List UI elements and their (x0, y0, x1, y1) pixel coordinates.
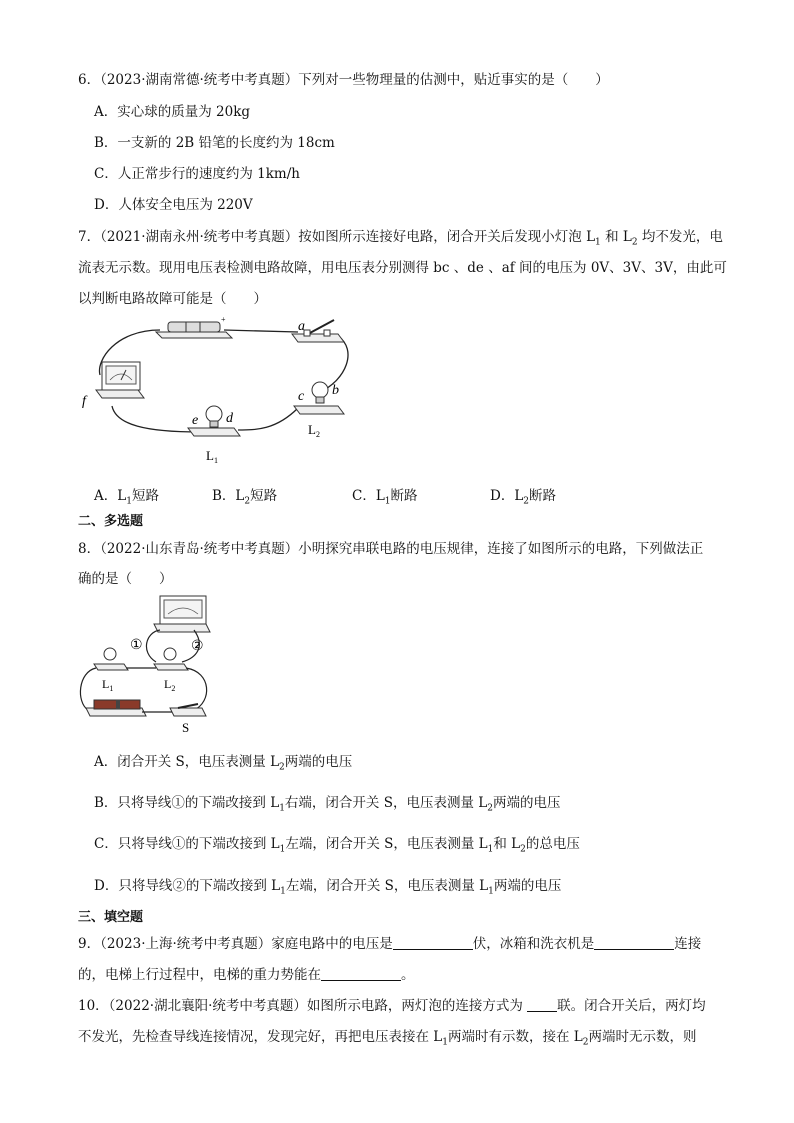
q7-stem-line3: 以判断电路故障可能是（ ） (78, 291, 267, 307)
q10-line2: 不发光，先检查导线连接情况，发现完好，再把电压表接在 $L_1$两端时有示数，接在 $L_2$两端时无示数，则 (78, 1029, 697, 1048)
label-l2: $L_2$ (164, 677, 176, 693)
q9-line2: 的，电梯上行过程中，电梯的重力势能在 。 (78, 967, 415, 983)
section-heading-multi: 二、多选题 (78, 514, 144, 529)
q7-option-b: B．$L_2$短路 (212, 488, 278, 507)
q8-stem-line1: 8．（2022·山东青岛·统考中考真题）小明探究串联电路的电压规律，连接了如图所示的电路，下列做法正 (78, 541, 704, 557)
battery-icon (156, 315, 232, 338)
label-l1: $L_1$ (206, 448, 218, 465)
section-heading-fill: 三、填空题 (78, 910, 144, 925)
q9-blank-2[interactable] (594, 935, 674, 950)
q6-option-c: C．人正常步行的速度约为 1km/h (94, 166, 300, 182)
q9-blank-3[interactable] (321, 966, 401, 981)
q7-circuit-figure (76, 310, 376, 470)
q7-option-c: C．$L_1$断路 (352, 488, 418, 507)
label-e: e (192, 413, 199, 428)
label-s: S (182, 720, 190, 735)
q7-stem-line1: 7．（2021·湖南永州·统考中考真题）按如图所示连接好电路，闭合开关后发现小灯泡 $L_1$ 和 $L_2$ 均不发光，电 (78, 229, 723, 248)
q8-option-c: C．只将导线①的下端改接到 $L_1$左端，闭合开关 S，电压表测量 $L_1$和 $L_2$的总电压 (94, 836, 580, 855)
label-l1: $L_1$ (102, 677, 114, 693)
voltmeter-icon (96, 362, 144, 398)
q8-option-a: A．闭合开关 S，电压表测量 $L_2$两端的电压 (94, 754, 353, 773)
q9-line1: 9．（2023·上海·统考中考真题）家庭电路中的电压是 伏，冰箱和洗衣机是 连接 (78, 936, 702, 952)
lamp-l1-icon (94, 648, 128, 670)
q10-blank-1[interactable] (527, 997, 557, 1012)
wire (224, 330, 298, 332)
label-c: c (298, 389, 305, 404)
label-d: d (226, 411, 233, 426)
label-wire-1: ① (130, 638, 143, 653)
q8-circuit-figure (76, 592, 226, 742)
label-f: f (82, 394, 86, 409)
wire (112, 406, 200, 432)
voltmeter-icon (154, 596, 210, 632)
q10-line1: 10．（2022·湖北襄阳·统考中考真题）如图所示电路，两灯泡的连接方式为 联。闭合开关后，两灯均 (78, 998, 706, 1014)
label-wire-2: ② (191, 639, 204, 654)
q7-option-a: A．$L_1$短路 (94, 488, 159, 507)
battery-icon (86, 700, 146, 716)
svg-text:+: + (221, 315, 226, 324)
q6-option-a: A．实心球的质量为 20kg (94, 104, 251, 120)
label-b: b (332, 383, 339, 398)
wire (238, 408, 298, 430)
label-a: a (298, 319, 305, 334)
q8-option-d: D．只将导线②的下端改接到 $L_1$左端，闭合开关 S，电压表测量 $L_1$两端的电压 (94, 878, 562, 897)
q7-option-d: D．$L_2$断路 (490, 488, 557, 507)
lamp-l2-icon (154, 648, 188, 670)
label-l2: $L_2$ (308, 422, 320, 439)
q6-stem: 6．（2023·湖南常德·统考中考真题）下列对一些物理量的估测中，贴近事实的是（ ） (78, 72, 609, 88)
q6-option-b: B．一支新的 2B 铅笔的长度约为 18cm (94, 135, 335, 151)
q8-stem-line2: 确的是（ ） (78, 571, 173, 587)
q6-option-d: D．人体安全电压为 220V (94, 197, 253, 213)
wire-1 (146, 630, 160, 662)
q7-stem-line2: 流表无示数。现用电压表检测电路故障，用电压表分别测得 bc 、de 、af 间的电压为 0V、3V、3V，由此可 (78, 260, 727, 276)
q8-option-b: B．只将导线①的下端改接到 $L_1$右端，闭合开关 S，电压表测量 $L_2$两端的电压 (94, 795, 561, 814)
q9-blank-1[interactable] (393, 935, 473, 950)
